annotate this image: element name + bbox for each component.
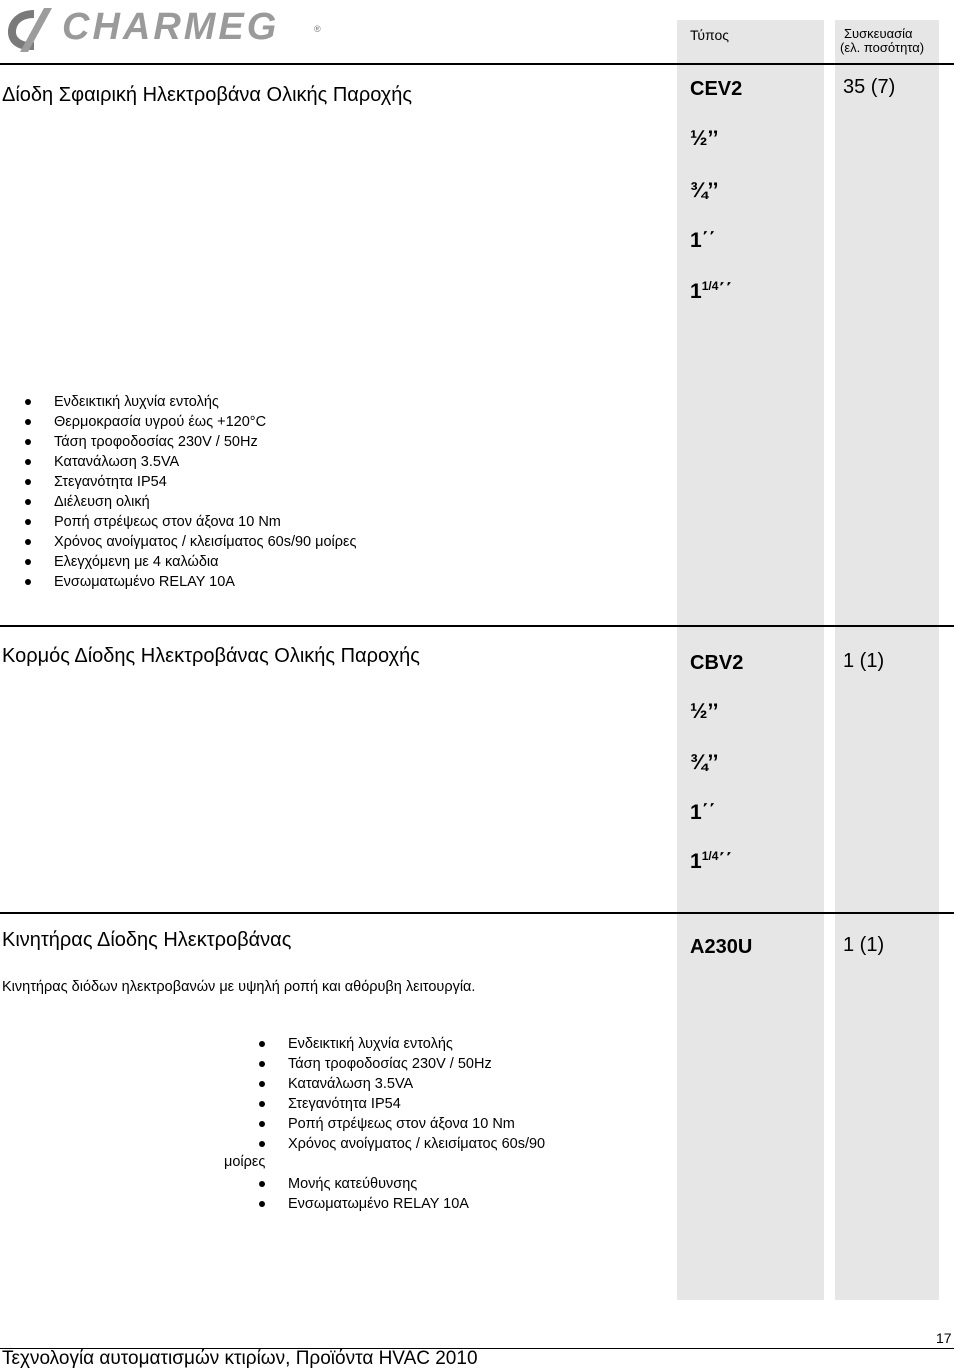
product-code: CBV2 <box>690 652 744 674</box>
package-header-line2: (ελ. ποσότητα) <box>840 40 925 55</box>
wrapped-text: μοίρες <box>224 1154 266 1170</box>
page-number: 17 <box>936 1330 952 1346</box>
list-item: Στεγανότητα IP54 <box>25 472 665 492</box>
list-item: Μονής κατεύθυνσης <box>259 1174 659 1194</box>
product-code: A230U <box>690 936 753 958</box>
list-item: Ελεγχόμενη με 4 καλώδια <box>25 552 665 572</box>
list-item: Ενδεικτική λυχνία εντολής <box>25 392 665 412</box>
size-half: ½’’ <box>690 127 719 150</box>
product-description: Κινητήρας διόδων ηλεκτροβανών με υψηλή ροπή και αθόρυβη λειτουργία. <box>2 979 476 995</box>
section-title: Κορμός Δίοδης Ηλεκτροβάνας Ολικής Παροχής <box>2 645 420 667</box>
size-one: 1΄΄ <box>690 801 716 824</box>
size-one-quarter: $1^{1/4}΄΄$ <box>690 279 733 303</box>
footer-text: Τεχνολογία αυτοματισμών κτιρίων, Προϊόντα HVAC 2010 <box>2 1348 478 1369</box>
list-item: Ενσωματωμένο RELAY 10A <box>259 1194 659 1214</box>
package-header-line1: Συσκευασία <box>844 26 913 41</box>
package-quantity: 35 (7) <box>843 76 896 98</box>
logo-mark-icon <box>4 6 56 54</box>
list-item: Τάση τροφοδοσίας 230V / 50Hz <box>25 432 665 452</box>
registered-mark: ® <box>314 24 321 34</box>
section-divider <box>0 625 954 627</box>
size-half: ½’’ <box>690 700 719 723</box>
product-code: CEV2 <box>690 78 743 100</box>
section-title: Δίοδη Σφαιρική Ηλεκτροβάνα Ολικής Παροχής <box>2 84 413 106</box>
size-three-quarter: ¾’’ <box>690 179 719 202</box>
list-item: Κατανάλωση 3.5VA <box>25 452 665 472</box>
section-title: Κινητήρας Δίοδης Ηλεκτροβάνας <box>2 929 292 951</box>
size-three-quarter: ¾’’ <box>690 751 719 774</box>
header-divider <box>0 63 954 65</box>
list-item: Ενσωματωμένο RELAY 10A <box>25 572 665 592</box>
list-item: Ροπή στρέψεως στον άξονα 10 Nm <box>25 512 665 532</box>
list-item: Τάση τροφοδοσίας 230V / 50Hz <box>259 1054 659 1074</box>
package-quantity: 1 (1) <box>843 934 885 956</box>
brand-logo <box>4 6 334 54</box>
list-item: Θερμοκρασία υγρού έως +120°C <box>25 412 665 432</box>
logo-wordmark: CHARMEG <box>62 6 280 48</box>
size-one-quarter: $1^{1/4}΄΄$ <box>690 849 733 873</box>
feature-list <box>259 1034 659 1214</box>
list-item: Κατανάλωση 3.5VA <box>259 1074 659 1094</box>
list-item: Χρόνος ανοίγματος / κλεισίματος 60s/90 <box>259 1134 659 1154</box>
package-quantity: 1 (1) <box>843 650 885 672</box>
list-item: Ενδεικτική λυχνία εντολής <box>259 1034 659 1054</box>
section-divider <box>0 912 954 914</box>
list-item: Στεγανότητα IP54 <box>259 1094 659 1114</box>
type-header: Τύπος <box>690 27 729 43</box>
list-item: Διέλευση ολική <box>25 492 665 512</box>
list-item: Χρόνος ανοίγματος / κλεισίματος 60s/90 μοίρες <box>25 532 665 552</box>
feature-list <box>25 392 665 592</box>
size-one: 1΄΄ <box>690 229 716 252</box>
list-item: Ροπή στρέψεως στον άξονα 10 Nm <box>259 1114 659 1134</box>
